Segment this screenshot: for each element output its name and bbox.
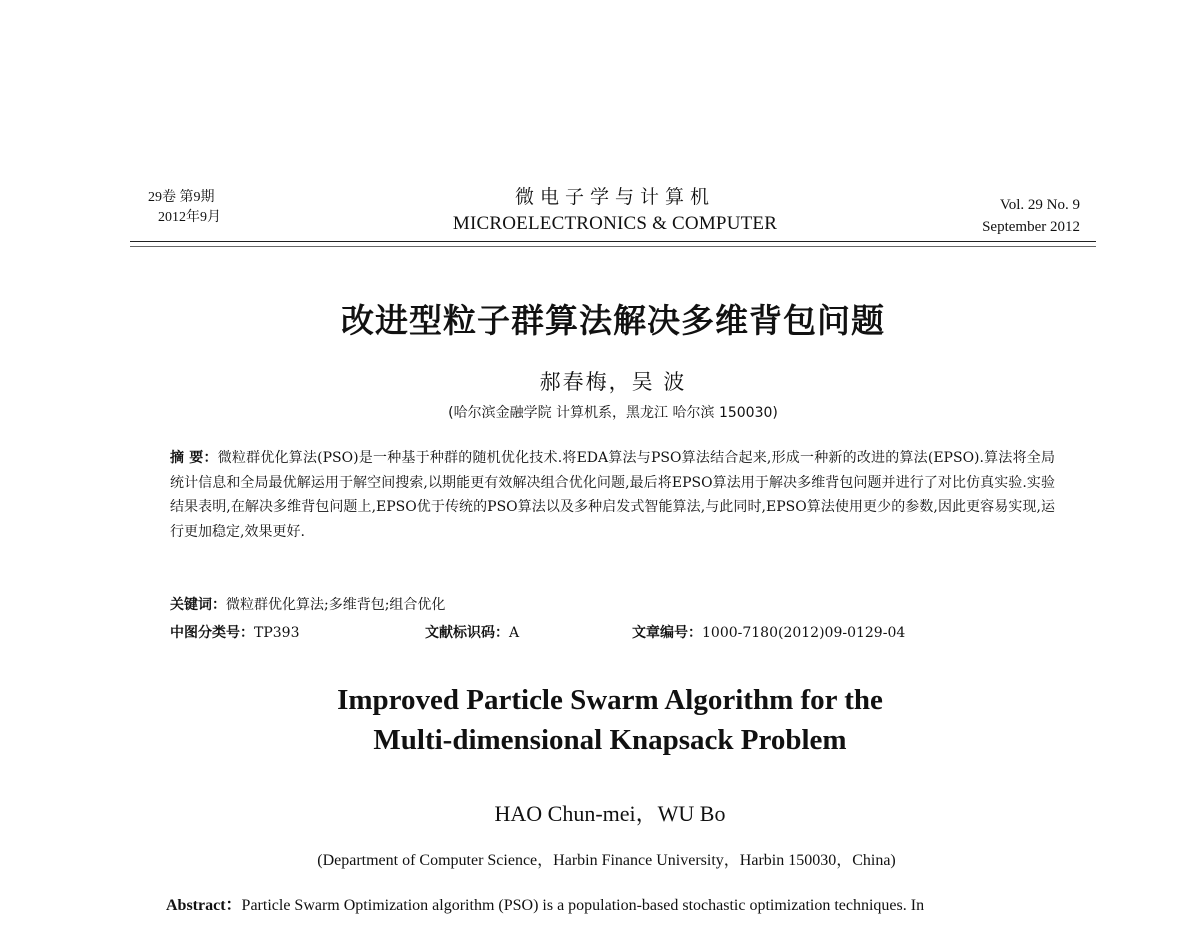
header-rule-bottom <box>130 246 1096 247</box>
paper-title-en-line2: Multi-dimensional Knapsack Problem <box>373 724 847 756</box>
paper-title-cn: 改进型粒子群算法解决多维背包问题 <box>341 301 885 340</box>
paper-title-en-line1: Improved Particle Swarm Algorithm for the <box>337 684 883 716</box>
clc-value: TP393 <box>254 625 300 641</box>
affiliation-cn: (哈尔滨金融学院 计算机系，黑龙江 哈尔滨 150030) <box>448 405 778 421</box>
volume-info-en <box>930 194 1080 238</box>
abstract-label-cn: 摘 要： <box>170 450 218 466</box>
abstract-cn <box>170 446 1055 544</box>
keywords-label-cn: 关键词： <box>170 597 226 613</box>
date-en: September 2012 <box>982 219 1080 235</box>
date-cn: 2012年9月 <box>158 210 221 225</box>
article-no-label: 文章编号： <box>632 625 702 641</box>
keywords-cn <box>170 594 445 614</box>
doc-code-value: A <box>509 625 520 641</box>
clc-number <box>170 622 299 642</box>
journal-title-en: MICROELECTRONICS & COMPUTER <box>452 213 778 234</box>
article-no-value: 1000-7180(2012)09-0129-04 <box>702 625 906 641</box>
affiliation-en: (Department of Computer Science，Harbin Finance University，Harbin 150030，China) <box>317 852 896 869</box>
abstract-text-cn: 微粒群优化算法(PSO)是一种基于种群的随机优化技术.将EDA算法与PSO算法结合起来,形成一种新的改进的算法(EPSO).算法将全局统计信息和全局最优解运用于解空间搜索,以期能更有效解决组合优化问题,最后将EPSO算法用于解决多维背包问题并进行了对比仿真实验.实验结果表明,在解决多维背包问题上,EPSO优于传统的PSO算法以及多种启发式智能算法,与此同时,EPSO算法使用更少的参数,因此更容易实现,运行更加稳定,效果更好. <box>170 450 1056 540</box>
authors-cn: 郝春梅，吴 波 <box>539 370 687 394</box>
abstract-en <box>166 893 1052 919</box>
authors-en: HAO Chun-mei，WU Bo <box>494 801 726 826</box>
abstract-text-en: Particle Swarm Optimization algorithm (PSO) is a population-based stochastic optimization techniques. In <box>241 897 925 914</box>
header-rule-top <box>130 241 1096 242</box>
clc-label: 中图分类号： <box>170 625 254 641</box>
article-number <box>632 622 905 642</box>
journal-title-cn: 微电子学与计算机 <box>514 187 715 208</box>
volume-issue-cn: 29卷 第9期 <box>148 190 215 205</box>
document-code <box>425 622 519 642</box>
journal-title <box>400 185 830 237</box>
volume-issue-en: Vol. 29 No. 9 <box>999 197 1080 213</box>
paper-title-en <box>0 680 1200 760</box>
keywords-text-cn: 微粒群优化算法;多维背包;组合优化 <box>226 597 446 613</box>
abstract-label-en: Abstract： <box>166 897 242 914</box>
issue-info <box>148 188 221 228</box>
classification-row <box>170 622 1070 644</box>
doc-code-label: 文献标识码： <box>425 625 509 641</box>
